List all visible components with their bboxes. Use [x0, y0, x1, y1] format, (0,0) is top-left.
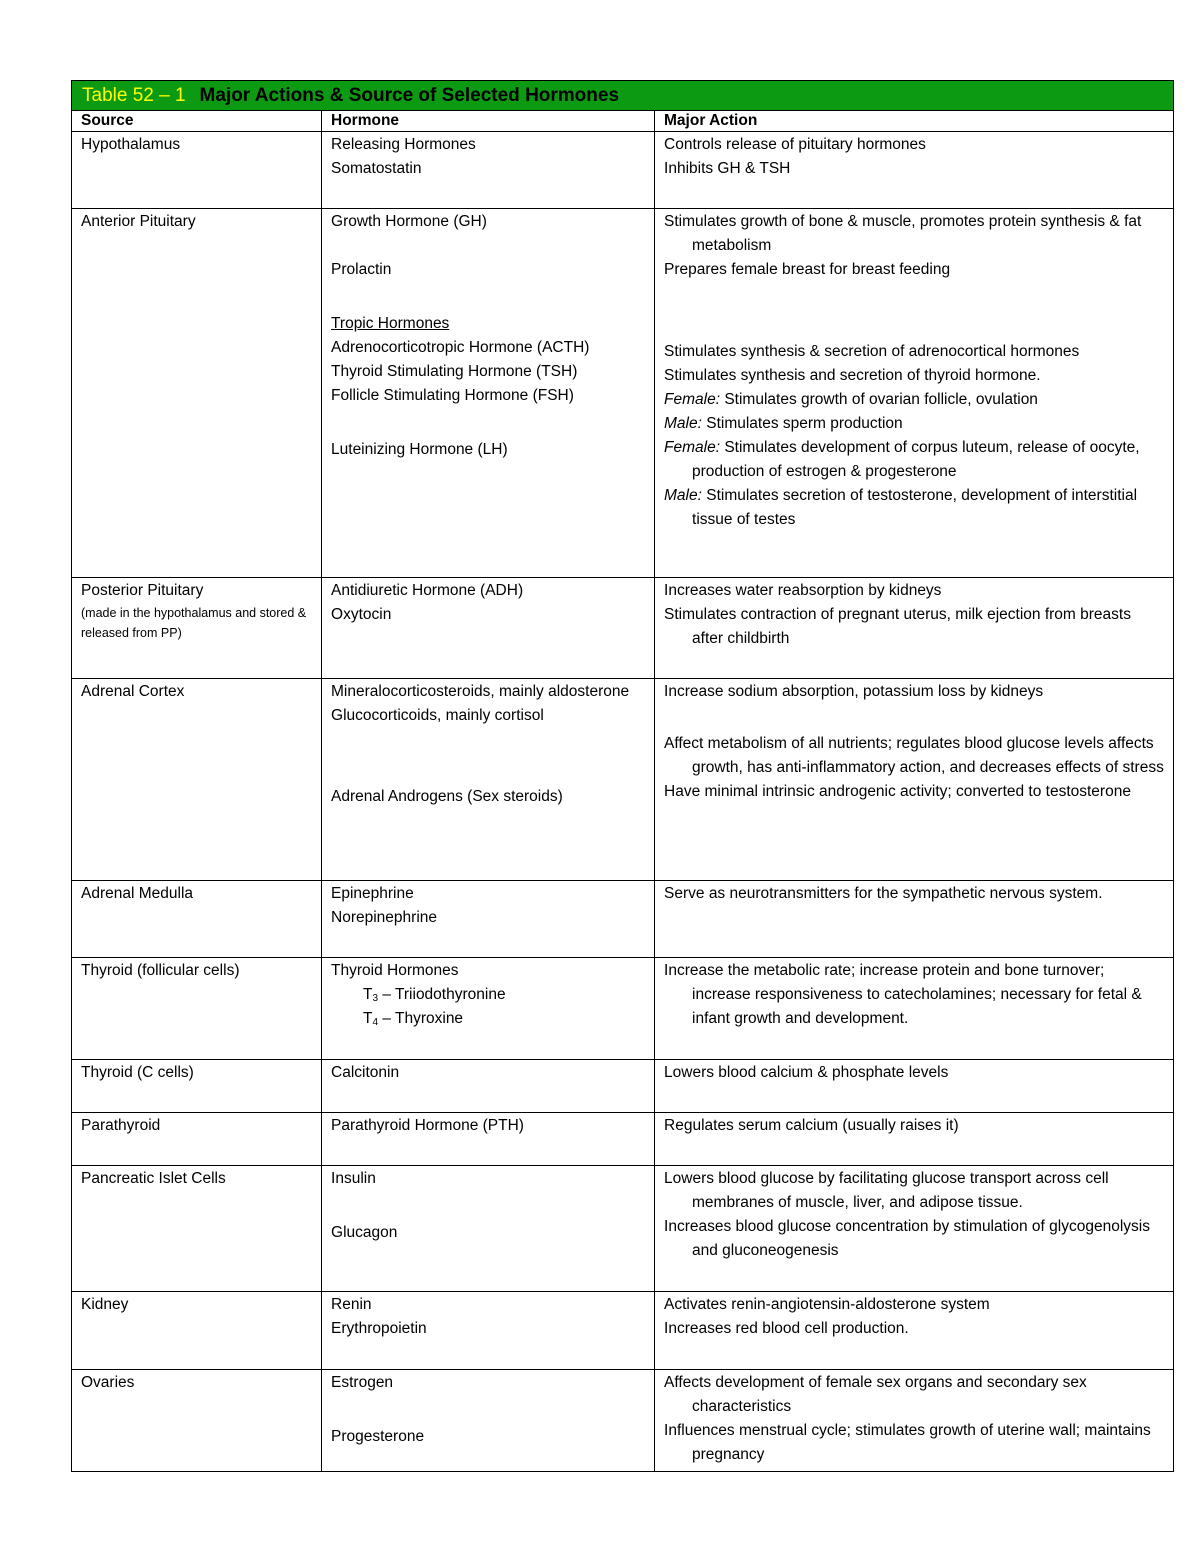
action-cell	[655, 679, 1174, 881]
source-cell	[72, 1292, 322, 1370]
action-cell	[655, 578, 1174, 679]
action-cell	[655, 958, 1174, 1060]
title-row	[72, 81, 1174, 111]
hormone-name: $T_3$ – Triiodothyronine	[363, 986, 506, 1004]
action-text: Female: Stimulates development of corpus luteum, release of oocyte, production of estrogen & progesterone	[664, 439, 1140, 480]
sex-label: Female:	[664, 391, 721, 408]
action-text: Regulates serum calcium (usually raises it)	[664, 1117, 959, 1134]
action-text: Male: Stimulates sperm production	[664, 415, 903, 432]
hormone-name: Parathyroid Hormone (PTH)	[331, 1117, 524, 1134]
hormone-name: Epinephrine	[331, 885, 414, 902]
action-cell	[655, 209, 1174, 578]
table-row	[72, 132, 1174, 209]
action-text: Lowers blood glucose by facilitating glucose transport across cell membranes of muscle, liver, and adipose tissue.	[664, 1170, 1109, 1211]
action-text: Serve as neurotransmitters for the sympathetic nervous system.	[664, 885, 1103, 902]
table-row	[72, 1166, 1174, 1292]
action-text: Prepares female breast for breast feeding	[664, 261, 951, 278]
source-cell	[72, 578, 322, 679]
hormone-name: Erythropoietin	[331, 1320, 427, 1337]
action-text: Increase the metabolic rate; increase protein and bone turnover; increase responsiveness to catecholamines; necessary for fetal & infant growth and development.	[664, 962, 1142, 1027]
source-cell	[72, 1166, 322, 1292]
hormone-cell	[322, 1292, 655, 1370]
table-row	[72, 881, 1174, 958]
table-number: Table 52 – 1	[82, 85, 186, 106]
hormone-table	[71, 80, 1174, 1472]
action-text: Increases blood glucose concentration by stimulation of glycogenolysis and gluconeogenesis	[664, 1218, 1150, 1259]
action-text: Influences menstrual cycle; stimulates growth of uterine wall; maintains pregnancy	[664, 1422, 1151, 1463]
hormone-name: Adrenocorticotropic Hormone (ACTH)	[331, 339, 590, 356]
source-cell	[72, 679, 322, 881]
source-name: Kidney	[81, 1296, 129, 1313]
source-name: Ovaries	[81, 1374, 135, 1391]
hormone-name: Oxytocin	[331, 606, 392, 623]
hormone-name: Antidiuretic Hormone (ADH)	[331, 582, 524, 599]
action-cell	[655, 1113, 1174, 1166]
hormone-name: Glucocorticoids, mainly cortisol	[331, 707, 544, 724]
hormone-cell	[322, 1166, 655, 1292]
hormone-table-document	[71, 80, 1174, 1472]
hormone-name: Progesterone	[331, 1428, 425, 1445]
hormone-cell	[322, 1060, 655, 1113]
action-cell	[655, 132, 1174, 209]
hormone-cell	[322, 209, 655, 578]
sex-label: Male:	[664, 487, 702, 504]
hormone-name: $T_4$ – Thyroxine	[363, 1010, 464, 1028]
hormone-name: Renin	[331, 1296, 372, 1313]
sex-label: Male:	[664, 415, 702, 432]
table-row	[72, 578, 1174, 679]
source-cell	[72, 1370, 322, 1472]
header-source: Source	[72, 111, 322, 132]
header-action: Major Action	[655, 111, 1174, 132]
action-text: Inhibits GH & TSH	[664, 160, 791, 177]
hormone-name: Prolactin	[331, 261, 392, 278]
source-cell	[72, 209, 322, 578]
action-text: Stimulates growth of bone & muscle, promotes protein synthesis & fat metabolism	[664, 213, 1142, 254]
action-text: Controls release of pituitary hormones	[664, 136, 926, 153]
hormone-name: Somatostatin	[331, 160, 422, 177]
source-cell	[72, 1060, 322, 1113]
hormone-name: Follicle Stimulating Hormone (FSH)	[331, 387, 574, 404]
hormone-cell	[322, 958, 655, 1060]
source-cell	[72, 1113, 322, 1166]
action-text: Female: Stimulates growth of ovarian follicle, ovulation	[664, 391, 1038, 408]
source-name: Parathyroid	[81, 1117, 161, 1134]
table-title	[72, 81, 1174, 111]
source-name: Hypothalamus	[81, 136, 181, 153]
action-text: Male: Stimulates secretion of testosterone, development of interstitial tissue of testes	[664, 487, 1138, 528]
sex-label: Female:	[664, 439, 721, 456]
source-cell	[72, 958, 322, 1060]
action-cell	[655, 1060, 1174, 1113]
hormone-name: Mineralocorticosteroids, mainly aldosterone	[331, 683, 630, 700]
hormone-name: Calcitonin	[331, 1064, 400, 1081]
source-name: Thyroid (C cells)	[81, 1064, 194, 1081]
source-cell	[72, 881, 322, 958]
table-row	[72, 1060, 1174, 1113]
hormone-group-label: Tropic Hormones	[331, 315, 450, 332]
hormone-cell	[322, 1370, 655, 1472]
action-text: Have minimal intrinsic androgenic activity; converted to testosterone	[664, 783, 1131, 800]
hormone-name: Thyroid Hormones	[331, 962, 459, 979]
action-cell	[655, 1370, 1174, 1472]
hormone-name: Norepinephrine	[331, 909, 438, 926]
source-name: Anterior Pituitary	[81, 213, 196, 230]
action-text: Increases red blood cell production.	[664, 1320, 909, 1337]
action-text: Affect metabolism of all nutrients; regulates blood glucose levels affects growth, has anti-inflammatory action, and decreases effects of stress	[664, 735, 1164, 776]
action-text: Lowers blood calcium & phosphate levels	[664, 1064, 949, 1081]
table-row	[72, 958, 1174, 1060]
hormone-name: Insulin	[331, 1170, 376, 1187]
source-name: Pancreatic Islet Cells	[81, 1170, 226, 1187]
hormone-name: Releasing Hormones	[331, 136, 476, 153]
header-hormone: Hormone	[322, 111, 655, 132]
table-row	[72, 1292, 1174, 1370]
source-name: Adrenal Cortex	[81, 683, 185, 700]
action-cell	[655, 881, 1174, 958]
action-text: Affects development of female sex organs and secondary sex characteristics	[664, 1374, 1087, 1415]
action-text: Increases water reabsorption by kidneys	[664, 582, 942, 599]
action-text: Stimulates synthesis and secretion of thyroid hormone.	[664, 367, 1041, 384]
action-cell	[655, 1292, 1174, 1370]
hormone-cell	[322, 679, 655, 881]
hormone-cell	[322, 132, 655, 209]
hormone-name: Adrenal Androgens (Sex steroids)	[331, 788, 563, 805]
hormone-name: Glucagon	[331, 1224, 398, 1241]
header-row	[72, 111, 1174, 132]
hormone-name: Thyroid Stimulating Hormone (TSH)	[331, 363, 578, 380]
hormone-name: Estrogen	[331, 1374, 394, 1391]
table-row	[72, 209, 1174, 578]
table-title-text: Major Actions & Source of Selected Hormones	[199, 85, 620, 106]
table-row	[72, 679, 1174, 881]
table-row	[72, 1370, 1174, 1472]
hormone-cell	[322, 578, 655, 679]
action-text: Stimulates synthesis & secretion of adrenocortical hormones	[664, 343, 1080, 360]
action-text: Activates renin-angiotensin-aldosterone system	[664, 1296, 990, 1313]
hormone-name: Luteinizing Hormone (LH)	[331, 441, 508, 458]
source-note: (made in the hypothalamus and stored & released from PP)	[81, 606, 307, 640]
hormone-cell	[322, 881, 655, 958]
source-name: Thyroid (follicular cells)	[81, 962, 240, 979]
hormone-cell	[322, 1113, 655, 1166]
table-row	[72, 1113, 1174, 1166]
action-cell	[655, 1166, 1174, 1292]
source-name: Adrenal Medulla	[81, 885, 194, 902]
hormone-name: Growth Hormone (GH)	[331, 213, 487, 230]
source-name: Posterior Pituitary	[81, 582, 204, 599]
action-text: Increase sodium absorption, potassium loss by kidneys	[664, 683, 1044, 700]
action-text: Stimulates contraction of pregnant uterus, milk ejection from breasts after childbirth	[664, 606, 1131, 647]
source-cell	[72, 132, 322, 209]
